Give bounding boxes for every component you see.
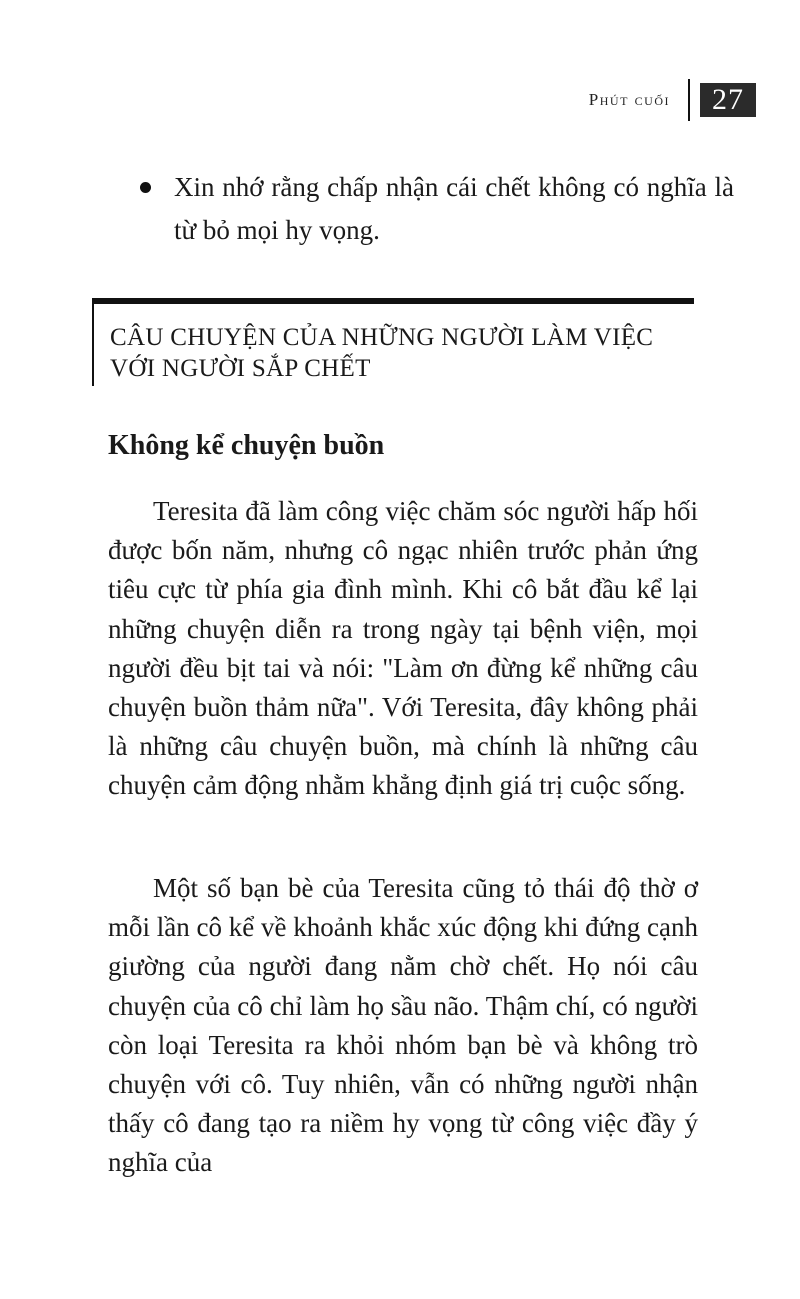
section-title [110,322,695,384]
page-header [589,80,756,120]
section-title-line-1: CÂU CHUYỆN CỦA NHỮNG NGƯỜI LÀM VIỆC [110,324,654,351]
bullet-text: Xin nhớ rằng chấp nhận cái chết không có nghĩa là từ bỏ mọi hy vọng. [174,172,734,245]
subheading: Không kể chuyện buồn [108,430,385,461]
section-heading-box [92,298,694,388]
paragraph-2: Một số bạn bè của Teresita cũng tỏ thái độ thờ ơ mỗi lần cô kể về khoảnh khắc xúc động khi đứng cạnh giường của người đang nằm chờ chết. Họ nói câu chuyện của cô chỉ làm họ sầu não. Thậm chí, có người còn loại Teresita ra khỏi nhóm bạn bè và không trò chuyện với cô. Tuy nhiên, vẫn có những người nhận thấy cô đang tạo ra niềm hy vọng từ công việc đầy ý nghĩa của [108,873,698,1178]
running-title: Phút cuối [588,90,670,109]
bullet-item [140,166,734,252]
paragraph-1: Teresita đã làm công việc chăm sóc người hấp hối được bốn năm, nhưng cô ngạc nhiên trước phản ứng tiêu cực từ phía gia đình mình. Khi cô bắt đầu kể lại những chuyện diễn ra trong ngày tại bệnh viện, mọi người đều bịt tai và nói: "Làm ơn đừng kể những câu chuyện buồn thảm nữa". Với Teresita, đây không phải là những câu chuyện buồn, mà chính là những câu chuyện cảm động nhằm khẳng định giá trị cuộc sống. [108,496,698,801]
section-title-line-2: VỚI NGƯỜI SẮP CHẾT [110,355,371,382]
section-left-rule [92,298,94,386]
header-divider [688,79,690,121]
bullet-icon [140,182,151,193]
section-top-rule [92,298,694,304]
page-number: 27 [700,83,756,117]
